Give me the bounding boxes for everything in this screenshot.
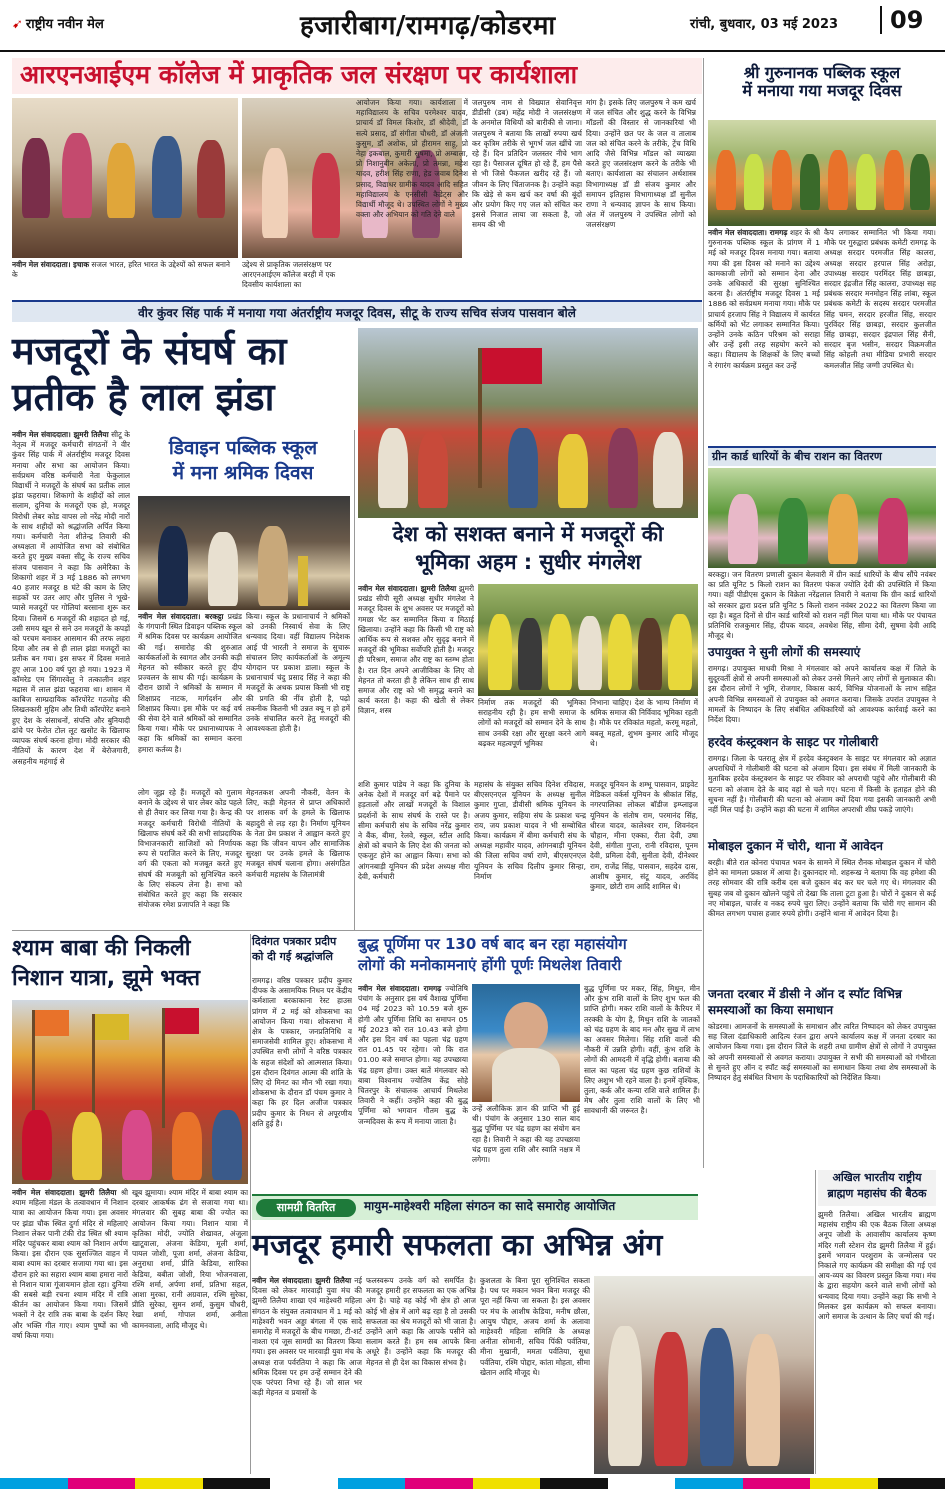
story5-photo — [478, 584, 698, 696]
story14-column-1 — [358, 984, 468, 1188]
story14-headline-line1: बुद्ध पूर्णिमा पर 130 वर्ष बाद बन रहा महासंयोग — [358, 935, 627, 953]
story3-continued-1: लोग जूझ रहे हैं। मजदूरों को गुलाम बनाने के उद्देश्य से चार लेबर कोड पहले से ही तैयार कर लिया गया है। केन्द्र की मजदूर कर्मचारी विरोधी नीतियों के खिलाफ संघर्ष करें की सभी सांप्रदायिक विभाजनकारी साजिशों को निर्णायक रूप से पराजित करने के लिए, मजदूर वर्ग की एकता को मजबूत करते हुए संघर्ष की मजबूती को सुनिश्चित करने के लिए संकल्प लेना है। सभा को संबोधित करते हुए कहा कि सरकार संयोजक रमेश प्रजापति ने कहा कि — [138, 788, 242, 910]
story4-column-1 — [138, 612, 242, 784]
story3-dateline: नवीन मेल संवाददाता। झुमरी तिलैया — [12, 430, 109, 439]
page-edition-title: हजारीबाग/रामगढ़/कोडरमा — [300, 11, 556, 41]
story4-text-1: प्रखंड के गंगपानी स्थित डिवाइन पब्लिक स्कूल में श्रमिक दिवस पर कार्यक्रम आयोजित की गई। समारोह की शुरुआत कार्यकर्ताओं के स्वागत और उनकी कड़ी मेहनत को स्वीकार करते हुए दीप प्रज्वलन के साथ की गई। कार्यक्रम के दौरान छात्रों ने श्रमिकों के सम्मान में शिक्षाप्रद नाटक, मार्गदर्शन और शिक्षाप्रद किया। इस मौके पर कई वर्ष की सेवा देने वाले श्रमिकों को सम्मानित किया गया। मौके पर प्रधानाध्यापक ने कहा कि श्रमिकों का सम्मान करना हमारा कर्तव्य है। — [138, 612, 242, 754]
story3-continued-4: महासंघ के संयुक्त सचिव दिनेश रविदास, बीएसएनएल यूनियन के अध्यक्ष सुनील कुमार गुप्ता, डीवीसी श्रमिक यूनियन के अजय कुमार, सहिया संघ के प्रकाश चन्द्र राय, जय प्रकाश यादव ने भी सम्बोधित किया। कार्यक्रम में बीमा कर्मचारी संघ के अध्यक्ष महावीर यादव, आंगनबाड़ी यूनियन की जिला सचिव वर्षा राणे, बीएसएनएल यूनियन के सचिव दिलीप कुमार सिन्हा, निर्माण — [474, 780, 586, 881]
story12-headline-line1: श्याम बाबा की निकली — [12, 936, 191, 961]
story7-text: बरकट्ठा। जन वितरण प्रणाली दुकान बेलवारी में ग्रीन कार्ड धारियों के बीच सौंपे नवंबर का प्रति यूनिट 5 किलो राशन का वितरण पंकज ज्योति देवी की उपस्थिति में किया गया। वहीं पीडीएस दुकान के विक्रेता नरेंद्रलाल तिवारी ने बताया कि ग्रीन कार्ड धारियों को सरकार द्वारा प्रदत्त प्रति यूनिट 5 किलो राशन नवंबर 2022 का वितरण किया जा रहा है। बहुत दिनों से ग्रीन कार्ड धारियों को राशन नहीं मिल पाया था। मौके पर पंचायत प्रतिनिधि राजकुमार सिंह, दीपक यादव, अवधेश सिंह, सीमा देवी, सुषमा देवी आदि मौजूद थे। — [708, 570, 936, 641]
story3-text-1: सीटू के नेतृत्व में मजदूर कर्मचारी संगठनों ने वीर कुंवर सिंह पार्क में अंतर्राष्ट्रीय मजदूर दिवस मनाया और सभा का आयोजन किया। सर्वप्रथम वरिष्ठ कर्मचारी नेता फेकुलाल विद्यार्थी ने मजदूरों के संघर्ष का प्रतीक लाल झंडा फहराया। शिकागो के शहीदों को लाल सलाम, दुनिया के मजदूरों एक हो, मजदूर विरोधी लेबर कोड वापस लो नरेंद्र मोदी नारों के साथ शहीदों को श्रद्धांजलि अर्पित किया गया। कर्मचारी नेता शीतेन्द्र तिवारी की अध्यक्षता में आयोजित सभा को संबोधित करते हुए मुख्य वक्ता सीटू के राज्य सचिव संजय पासवान ने कहा कि अमेरिका के शिकागो शहर में 3 मई 1886 को लगभग 40 हजार मजदूर 8 घंटे की काम के लिए सड़कों पर उतर आए और पुलिस ने भूखे-प्यासे मजदूरों पर गोलियां बरसाना शुरू कर दिया। जिसमें 6 मजदूरों की शहादत हो गई, उसी समय खून से सने उन मजदूरों के कपड़ों को परचम बनाकर आसमान की तरफ लहरा दिया और तब से ही लाल झंडा मजदूरों का प्रतीक बन गया। इस सफर में दिवस मनाते हुए आज 100 वर्ष पूरा हो गया। 1923 में कॉमरेड एम सिंगारवेलु ने तत्कालीन शहर मद्रास में लाल झंडा फहराया था। शासन में काबिज साम्प्रदायिक कॉरपोरेट गठजोड़ की लिखतकारी मुहिम और तिथी कॉरपोरेट बनाने हुए देश के संसाधनों, संपत्ति और बुनियादी ढांचे पर फेरोत टोल लूट खसोट के खिलाफ व्यापक संघर्ष करना होगा। मोदी सरकार की नीतियों के कारण देश में बेरोजगारी, असहनीय महंगाई से — [12, 430, 130, 766]
story12-photo — [12, 1000, 248, 1184]
story12-headline-line2: निशान यात्रा, झूमे भक्त — [12, 966, 200, 991]
story2-headline — [708, 64, 936, 118]
story5-dateline: नवीन मेल संवाददाता। झुमरी तिलैया — [358, 584, 457, 593]
story1-column-2: जलपुरुष नाम से विख्यात सेवानिवृत्त डीडीसी (डब) महेंद्र मोदी ने जलसंरक्षण के अनमोल विधियों को बारीकी से जाना। जलपुरुष ने बताया कि लाखों रुपया खर्च कर कृत्रिम तरीके से भूगर्भ जल खींचे जा रहे हैं। दिन प्रतिदिन जलस्तर नीचे भाग रहा है। पैसाजल दूषित हो रहे हैं, हम पैसे से भी जिसे पैकजल खरीद रहे हैं। जो जीवन के लिए चिंताजनक है। उन्होंने कहा कि खेड़े से कम खर्च कर वर्षा की बूंदों और प्रयोग किए गए जल को संचित कर इससे निजात लाया जा सकता है, जो समय की भी — [472, 98, 582, 230]
story5-headline-line2: भूमिका अहम : सुधीर मंगलेश — [415, 550, 641, 574]
story1-dateline: नवीन मेल संवाददाता। इचाक — [12, 260, 89, 269]
page-number: 09 — [880, 6, 923, 34]
story4-photo — [138, 496, 350, 610]
story15-column-2: फलस्वरूप उनके वर्ग को समर्पित है। मजदूर हमारी हर सफलता का एक अभिन्न अंग है। चाहे वह कोई भी क्षेत्र हो आज कोई भी क्षेत्र में आगे बढ़ रहा है तो उसकी सफलता का श्रेय मजदूरों को भी जाता है। उन्होंने आगे कहा कि आपके पसीने को सलाम करते हैं। हम सब आपके बिना अधूरे हैं। उन्होंने कहा कि मजदूर की मेहनत से ही देश का विकास संभव है। — [366, 1276, 476, 1367]
story9-headline: हरदेव कंस्ट्रक्शन के साइट पर गोलीबारी — [708, 735, 879, 749]
story5-column-1 — [358, 584, 474, 772]
story12-text-1: श्री श्याम महिला मंडल के तत्वावधान में निशान यात्रा का आयोजन किया गया। इस अवसर पर झंडा चौक स्थित दुर्गा मंदिर से महिलाएं निशान लेकर पानी टंकी रोड स्थित श्री श्याम मंदिर पहुंचकर बाबा श्याम को निशान अर्पण किया। इस दौरान एक सुसज्जित वाहन में बाबा श्याम का दरबार सजाया गया था। इस दौरान हारे का सहारा श्याम बाबा हमारा नारों से निशान यात्रा गूंजायमान होता रहा। दुनिया की सबसे बड़ी रचना श्याम मंदिर में रात्रि कीर्तन का आयोजन किया गया। जिसमें भक्तों ने देर रात्रि तक बाबा के दर्शन किए और भक्ति गीत गाए। श्याम पुष्पों का भी वर्षा किया गया। — [12, 1188, 128, 1340]
story13-headline — [252, 934, 352, 974]
story3-headline-line1: मजदूरों के संघर्ष का — [12, 329, 287, 373]
story1-column-3: मांग है। इसके लिए जलपुरुष ने कम खर्च में जल संचित और शुद्ध करने के विभिन्न मॉडलों की विस्तार से जानकारियां भी दिया। उन्होंने छत पर के जल व तालाब जल को संचित करने के तरीके, ट्रेंच विधि आदि जैसे विभिन्न मॉडल को व्याख्या करते हुए जलसंरक्षण करने के तरीके भी बताए। कार्यशाला का संचालन अर्थशास्त्र विभागाध्यक्ष डॉ डी संजय कुमार और समापन इतिहास विभागाध्यक्ष डॉ सुनील राणा ने धन्यवाद ज्ञापन के साथ किया। अंत में जलपुरुष ने उपस्थित लोगों को जलसंरक्षण — [586, 98, 696, 230]
story11-headline — [708, 986, 936, 1020]
story14-portrait-photo — [472, 984, 580, 1102]
story15-strapline — [252, 1194, 698, 1220]
column-rule — [354, 430, 355, 930]
story4-headline-line1: डिवाइन पब्लिक स्कूल — [168, 437, 318, 459]
story14-headline — [358, 934, 698, 980]
story5-headline — [358, 520, 698, 580]
story2-column-1 — [708, 228, 820, 440]
story2-dateline: नवीन मेल संवाददाता। रामगढ़ — [708, 228, 788, 237]
story3-headline-line2: प्रतीक है लाल झंडा — [12, 375, 275, 419]
story4-column-2: किया। स्कूल के प्रधानाचार्य ने श्रमिकों को उनकी निस्वार्थ सेवा के लिए धन्यवाद दिया। वहीं विद्यालय निदेशक आई पी भारती ने समाज के सुचारू संचालन लिए कार्यकर्ताओं के अमूल्य योगदान पर प्रकाश डाला। स्कूल के प्रधानाचार्य चंदु प्रसाद सिंह ने कहा की मजदूरों के अथक प्रयास किसी भी राष्ट्र की प्रगति की नींव होती है, पढ़ो तकनीक कितनी भी उन्नत क्यू न हो हमें उनके संचालित करने हेतु मजदूरों की आवश्यकता होती है। — [246, 612, 350, 734]
story16-text: झुमरी तिलैया। अखिल भारतीय ब्राह्मण महासंघ राष्ट्रीय की एक बैठक जिला अध्यक्ष अनूप जोशी के आवासीय कार्यालय कृष्ण मंदिर गली स्टेशन रोड झुमरी तिलैया में हुई। इसमें भगवान परशुराम के जन्मोत्सव पर निकाले गए कार्यक्रम की समीक्षा की गई एवं आय-व्यय का विवरण प्रस्तुत किया गया। मंच के द्वारा सहयोग करने वाले सभी लोगों को धन्यवाद दिया गया। उन्होंने कहा कि सभी ने मिलकर इस कार्यक्रम को सफल बनाया। आगे समाज के उत्थान के लिए चर्चा की गई। — [818, 1210, 936, 1322]
column-rule — [250, 934, 251, 1474]
story3-headline — [12, 328, 348, 426]
story7-photo — [708, 468, 936, 568]
story15-column-3: कुशलता के बिना पूरा सुनिश्चित सकता है। पथ पर मकान भवन बिना मजदूर की पूरा नहीं किया जा सकता है। इस अवसर पर मंच के आशीष केडिया, मनीष छौला, आयुष पौद्दार, अजय शर्मा के अलावा माहेश्वरी महिला समिति के अध्यक्ष अनीता सोमानी, सचिव पिंकी पर्वतिया, मीना मुखानी, ममता पर्वतिया, सुधा पर्वतिया, रश्मि पोद्दार, कांता मोहता, सीमा खेतान आदि मौजूद थे। — [480, 1276, 590, 1377]
story15-column-1 — [252, 1276, 362, 1474]
story12-column-1 — [12, 1188, 128, 1474]
story8-headline: उपायुक्त ने सुनी लोगों की समस्याएं — [708, 645, 861, 659]
story15-subtitle: मायुम-माहेश्वरी महिला संगठन का सादे समारोह आयोजित — [364, 1199, 616, 1213]
story1-caption-2: उद्देश्य से प्राकृतिक जलसंरक्षण पर आरएनआईएम कॉलेज बरही में एक दिवसीय कार्यशाला का — [242, 260, 336, 289]
color-registration-bar — [0, 1478, 945, 1489]
section-rule — [12, 930, 702, 931]
story12-dateline: नवीन मेल संवाददाता। झुमरी तिलैया — [12, 1188, 117, 1197]
story15-headline: मजदूर हमारी सफलता का अभिन्न अंग — [252, 1228, 663, 1263]
story15-photo — [594, 1276, 814, 1474]
brand-text: राष्ट्रीय नवीन मेल — [25, 17, 104, 32]
story4-dateline: नवीन मेल संवाददाता। बरकट्ठा — [138, 612, 224, 621]
story16-headline-line1: अखिल भारतीय राष्ट्रीय — [832, 1171, 922, 1184]
story1-caption-text: सजल भारत, हरित भारत के उद्देश्यों को सफल बनाने के — [12, 260, 231, 279]
story11-text: कोडरमा। आमजनों के समस्याओं के समाधान और त्वरित निष्पादन को लेकर उपायुक्त सह जिला दंडाधिकारी आदित्य रंजन द्वारा अपने कार्यालय कक्ष में जनता दरबार का आयोजन किया गया। इस दौरान जिले के शहरी तथा ग्रामीण क्षेत्रों से लोगों ने उपायुक्त को अपनी समस्याओं से अवगत कराया। उपायुक्त ने सभी की समस्याओं को गंभीरता से सुनते हुए ऑन द स्पॉट कई समस्याओं का समाधान किया तथा शेष समस्याओं के निष्पादन हेतु संबंधित विभाग के पदाधिकारियों को निर्देशित किया। — [708, 1022, 936, 1083]
issue-date: रांची, बुधवार, 03 मई 2023 — [690, 17, 839, 32]
story13-headline-line1: दिवंगत पत्रकार प्रदीप — [252, 935, 337, 948]
story4-headline — [138, 436, 348, 492]
newspaper-brand — [12, 14, 104, 32]
story12-column-2: खूब झूमाया। श्याम मंदिर में बाबा श्याम का दरबार आकर्षक ढंग से सजाया गया था। मंगलवार की सुबह बाबा की ज्योत का आयोजन किया गया। निशान यात्रा में कृतिका मोदी, ज्योति शेखावत, अंजुला खाटूवाला, अंजना केडिया, मूली शर्मा, पायल जोशी, पूजा शर्मा, अंजना केडिया, अनुराधा शर्मा, प्रीति केडिया, सारिका केडिया, बबीता जोशी, रिया भोजनवाला, रश्मि शर्मा, अर्पणा शर्मा, प्रतिभा सहल, आशा मुरका, रानी अग्रवाल, रश्मि सुरेका, प्रीति सुरेका, सुमन शर्मा, कुसुम चौधरी, रेखा शर्मा, गोपाल शर्मा, अनीता कामनवाला, आदि मौजूद थे। — [132, 1188, 248, 1330]
story3-strapline: वीर कुंवर सिंह पार्क में मनाया गया अंतर्राष्ट्रीय मजदूर दिवस, सीटू के राज्य सचिव संजय पासवान बोले — [12, 300, 702, 322]
story11-headline-line2: समस्याओं का किया समाधान — [708, 1003, 834, 1017]
story14-text-1: ज्योतिषि पंचांग के अनुसार इस वर्ष वैशाख पूर्णिमा 04 मई 2023 को 10.59 बजे शुरू होगी और पूर्णिमा तिथि का समापन 05 मई 2023 को रात 10.43 बजे होगा और इस दिन वर्ष का पहला चंद्र ग्रहण रात 01.45 पर रहेगा। जो कि रात 01.00 बजे समाप्त होगा। यह उपच्छाया चंद्र ग्रहण होगा। उक्त बातें मंगलवार को बाबा विश्वनाथ ज्योतिष केंद्र सोहे चितरपुर के संचालक आचार्य मिथलेश तिवारी ने कहीं। उन्होंने कहा की बुद्ध पूर्णिमा को भगवान गौतम बुद्ध के जन्मदिवस के रूप में मनाया जाता है। — [358, 984, 468, 1126]
story3-column-1 — [12, 430, 130, 928]
story2-photo — [708, 120, 936, 226]
story15-tag: सामग्री वितरित — [256, 1199, 356, 1217]
story3-continued-2: मेहनतकश अपनी नौकरी, वेतन के लिए, कड़ी मेहनत से प्राप्त अधिकारों पर शासक वर्ग के हमले के खिलाफ बहादुरी से लड़ रहा है। निर्माण यूनियन के नेता प्रेम प्रकाश ने आह्वान करते हुए कहा कि जीवन यापन और सामाजिक सुरक्षा पर उनके हमले के खिलाफ मजबूत संघर्ष चलाना होगा। असंगठित कर्मचारी महासंघ के जिलामंत्री — [246, 788, 350, 879]
story13-headline-line2: को दी गई श्रद्धांजलि — [252, 950, 333, 963]
story2-headline-line1: श्री गुरुनानक पब्लिक स्कूल — [743, 63, 901, 82]
story15-dateline: नवीन मेल संवाददाता। झुमरी तिलैया — [252, 1276, 352, 1285]
story1-headline: आरएनआईएम कॉलेज में प्राकृतिक जल संरक्षण पर कार्यशाला — [12, 58, 702, 94]
story8-text: रामगढ़। उपायुक्त माधवी मिश्रा ने मंगलवार को अपने कार्यालय कक्ष में जिले के सुदूरवर्ती क्षेत्रों से अपनी समस्याओं को लेकर उनसे मिलने आए लोगों से मुलाकात की। इस दौरान लोगों ने भूमि, रोजगार, विकास कार्य, विभिन्न योजनाओं के लाभ सहित अपनी विभिन्न समस्याओं से उपायुक्त को अवगत कराया। जिसके उपरांत उपायुक्त ने मामलों के निष्पादन के लिए संबंधित अधिकारियों को आवश्यक कार्रवाई करने का निर्देश दिया। — [708, 664, 936, 725]
story9-text: रामगढ़। जिला के पतरातू क्षेत्र में हरदेव कंस्ट्रक्शन के साइट पर मंगलवार को अज्ञात अपराधियों ने गोलीबारी की घटना को अंजाम दिया। इस संबंध में मिली जानकारी के मुताबिक हरदेव कंस्ट्रक्शन के साइट पर रविवार को अपराधी पहुंचे और गोलीबारी की घटना को अंजाम देते के बाद वहां से चले गए। घटना में किसी के हताहत होने की सूचना नहीं है। गोलीबारी की घटना को अंजाम क्यों दिया गया इसकी जानकारी अभी नहीं मिल पाई है। उन्होंने कहा की घटना में शामिल अपराधी शीघ्र पकड़े जाएंगे। — [708, 754, 936, 815]
story14-headline-line2: लोगों की मनोकामनाएं होंगी पूर्णः मिथलेश तिवारी — [358, 956, 622, 974]
story10-text: बरही। बीते रात कोनरा पंचायत भवन के सामने में स्थित रौनक मोबाइल दुकान में चोरी होने का मामला प्रकाश में आया है। दुकानदार मो. शहरूख ने बताया कि वह हमेशा की तरह सोमवार की रात्रि करीब दस बजे दुकान बंद कर घर चले गए थे। मंगलवार की सुबह जब वो दुकान खोलने पहुंचे तो देखा कि ताला टूटा हुआ है। चोरों ने दुकान से कई नए मोबाइल, चार्जर व नकद रुपये चुरा लिए। उन्होंने बताया कि चोरी गए सामान की कीमत लगभग पचास हजार रुपये होगी। उन्होंने थाना में आवेदन दिया है। — [708, 858, 936, 919]
story2-text-1: शहर के श्री गुरुनानक पब्लिक स्कूल के प्रांगण में 1 मई को मजदूर दिवस मनाया गया। बताया गया की इस दिवस को मनाने का उद्देश्य कामकाजी लोगों को सम्मान देना और उनके अधिकारों की सुरक्षा सुनिश्चित करना है। अंतर्राष्ट्रीय मजदूर दिवस 1 मई 1886 को सर्वप्रथम मनाया गया। मौके पर प्राचार्य हरजाप सिंह ने विद्यालय में कार्यरत कर्मियों को भेंट लगाकर सम्मानित किया। उन्होंने उनके कठिन परिश्रम को सराहा और उन्हें इसी तरह सहयोग करने को कहा। विद्यालय के शिक्षकों के लिए बच्चों ने रंगारंग कार्यक्रम प्रस्तुत कर उन्हें — [708, 228, 820, 370]
story14-column-2: उन्हें अलौकिक ज्ञान की प्राप्ति भी हुई थी। पंचांग के अनुसार 130 साल बाद बुद्ध पूर्णिमा पर चंद्र ग्रहण का संयोग बन रहा है। तिवारी ने कहा की यह उपच्छाया चंद्र ग्रहण तुला राशि और स्वाति नक्षत्र में लगेगा। — [472, 1104, 580, 1165]
story14-column-3: बुद्ध पूर्णिमा पर मकर, सिंह, मिथुन, मीन और कुंभ राशि वालों के लिए शुभ फल की प्राप्ति होगी। मकर राशि वालों के कैरियर में तरक्की के योग है, मिथुन राशि के जातकों को चंद्र ग्रहण के बाद मन और सुख में लाभ का अवसर मिलेगा। सिंह राशि वालों की नौकरी में उन्नति होगी। वहीं, कुंभ राशि के लोगों की आमदनी में वृद्धि होगी। बताया की साल का पहला चंद्र ग्रहण कुछ राशियों के लिए अशुभ भी रहने वाला है। इनमें वृश्चिक, तुला, कर्क और कन्या राशि वाले शामिल हैं। मेष और तुला राशि वालों के लिए भी सावधानी की जरूरत है। — [584, 984, 700, 1116]
masthead — [0, 0, 945, 52]
story4-headline-line2: में मना श्रमिक दिवस — [172, 462, 314, 484]
story2-column-2: कैप लगाकर सम्मानित भी किया गया। मौके पर गुरुद्वारा प्रबंधक कमेटी रामगढ़ के अध्यक्ष सरदार परमजीत सिंह कालरा, अध्यक्ष सरदार हरपाल सिंह अरोड़ा, उपाध्यक्ष सरदार परमिंदर सिंह छाबड़ा, सरदार इंद्रजीत सिंह कालरा, उपाध्यक्ष सह प्रबंधक सरदार मनमोहन सिंह लांबा, स्कूल प्रबंधक कमेटी के सदस्य सरदार परमजीत सिंह चमन, सरदार हरजीत सिंह, सरदार पुरविंदर सिंह छाबड़ा, सरदार कुलजीत सिंह छाबड़ा, सरदार इंद्रपाल सिंह सैनी, सरदार बृज भसीन, सरदार विक्रमजीत सिंह कोहली तथा मीडिया प्रभारी सरदार कमलजीत सिंह जग्गी उपस्थित थे। — [824, 228, 936, 370]
story1-caption — [12, 260, 238, 294]
story5-column-2: निर्माण तक मजदूरों की भूमिका सराहनीय रही है। हम सभी समाज के लोगों को मजदूरों को सम्मान देने के साथ साथ उनकी रक्षा और सुरक्षा करने आगे बढ़कर महत्वपूर्ण भूमिका — [478, 698, 586, 748]
story1-photo — [12, 98, 238, 258]
story3-continued-3: शशि कुमार पांडेय ने कहा कि दुनिया के अनेक देशों में मजदूर वर्ग बढ़े पैमाने पर हड़तालों और लाखों मजदूरों के विशाल प्रदर्शनों के साथ संघर्ष के रास्ते पर है। सीमा कर्मचारी संघ के सचिव नरेंद्र कुमार ने बैंक, बीमा, रेलवे, स्कूल, स्टील आदि क्षेत्रों को बचाने के लिए देश की जनता को एकजुट होने का आह्वान किया। सभा को आंगनबाड़ी यूनियन की प्रदेश अध्यक्ष मीरा देवी, कर्मचारी — [358, 780, 470, 881]
story15-text-1: नई दिवस को लेकर मारवाड़ी युवा मंच की झुमरी तिलैया शाखा एवं माहेश्वरी महिला संगठन के संयुक्त तत्वावधान में 1 मई को माहेश्वरी भवन अड्डा बंगला में एक सादे समारोह में मजदूरों के बीच गमछा, टी-शर्ट नाश्ता एवं जूस सामग्री का वितरण किया गया। इस अवसर पर मारवाड़ी युवा मंच के अध्यक्ष राज पर्वरतिया ने कहा कि आज श्रमिक दिवस पर हम उन्हें सम्मान देने की एक परंपरा निभा रहे हैं। जो साल भर कड़ी मेहनत व प्रयासों के — [252, 1276, 362, 1398]
bird-logo-icon: ➹ — [12, 17, 23, 32]
story5-headline-line1: देश को सशक्त बनाने में मजदूरों की — [392, 522, 664, 546]
story16-headline — [818, 1170, 936, 1206]
column-rule — [815, 1170, 816, 1474]
story11-headline-line1: जनता दरबार में डीसी ने ऑन द स्पॉट विभिन्न — [708, 987, 902, 1001]
story3-continued-5: मजदूर यूनियन के शम्भू पासवान, प्राइवेट मेडिकल वर्कर्स यूनियन के श्रीकांत सिंह, नगरपालिका लोकल बॉडीज इम्प्लाइज यूनियन के संतोष राम, परमानंद सिंह, धीरज यादव, कालेश्वर राम, शिवनंदन चौहान, मीना एक्का, रीता देवी, उषा देवी, संगीता गुप्ता, रानी रविदास, पूनम देवी, प्रमिला देवी, सुनीता देवी, दीनेश्वर राम, राजेंद्र सिंह, पासवान, सहदेव दास, आशीष कुमार, संटू यादव, अरविंद कुमार, छोटी राम आदि शामिल थे। — [590, 780, 698, 892]
story5-column-3: निभाना चाहिए। देश के भाग्य निर्माण में श्रमिक समाज की निर्विवाद भूमिका रहती है। मौके पर रविकांत महतो, करमू महतो, बबलू महतो, शुभम कुमार आदि मौजूद थे। — [590, 698, 698, 748]
story5-text-1: झुमरी प्रखंड सीपी सूरी अध्यक्ष सुधीर मंगलेश ने मजदूर दिवस के शुभ अवसर पर मजदूरों को गमछा भेंट कर सम्मानित किया व मिठाई खिलाया। उन्होंने कहा कि किसी भी राष्ट्र को आर्थिक रूप से सशक्त और सुदृढ़ बनाने में मजदूरों की भूमिका सर्वोपरि होती है। मजदूर ही परिश्रम, समाज और राष्ट्र का स्तम्भ होता है। रात दिन अपने आजीविका के लिए वो मेहनत तो करता ही है लेकिन साथ ही साथ समाज और राष्ट्र को भी समृद्ध बनाने का कार्य करता है। कहा की खेती से लेकर विज्ञान, शस्त्र — [358, 584, 474, 716]
story7-headline: ग्रीन कार्ड धारियों के बीच राशन का वितरण — [708, 446, 936, 466]
story1-column-1: आयोजन किया गया। कार्यशाला में महाविद्यालय के सचिव परमेश्वर यादव, प्राचार्य डॉ विमल किशोर, डॉ श्रीदेवी, डॉ सत्ये प्रसाद, डॉ संगीता चौधरी, डॉ अंजली कुसुम, डॉ अशोक, प्रो हीरामन साहू, प्रो नेहा इकबाल, कुमारी सुषमा, प्रो अम्बाला, प्रो निशानुबीन अकेला, प्रो तमन्ना, महेश यादव, हरीश सिंह राणा, हेड जवाब दिनेश प्रसाद, विद्याधर ग्रामीक यादव आदि सहित महाविद्यालय के एनसीसी कैडेट्स और विद्यार्थी मौजूद थे। उपस्थित लोगों ने मुख्य वक्ता और अभियान को गति देने वाले — [356, 98, 468, 220]
story16-headline-line2: ब्राह्मण महासंघ की बैठक — [827, 1187, 927, 1200]
column-rule — [703, 58, 704, 1168]
story12-headline — [12, 934, 248, 998]
story10-headline: मोबाइल दुकान में चोरी, थाना में आवेदन — [708, 839, 883, 853]
story3-photo — [358, 328, 698, 518]
story2-headline-line2: में मनाया गया मजदूर दिवस — [742, 81, 902, 101]
story13-text: रामगढ़। वरिष्ठ पत्रकार प्रदीप कुमार दीपक के असामयिक निधन पर केंद्रीय कर्मशाला बरकाकाना रेस्ट हाउस प्रांगण में 2 मई को शोकसभा का आयोजन किया गया। शोकसभा में क्षेत्र के पत्रकार, जनप्रतिनिधि व समाजसेवी शामिल हुए। शोकसभा में उपस्थित सभी लोगों ने वरिष्ठ पत्रकार के सहज संदेशों को आत्मसात किया। इस दौरान दिवंगत आत्मा की शांति के लिए दो मिनट का मौन भी रखा गया। शोकसभा के दौरान डॉ पंचम कुमार ने कहा कि हर दिल अजीज पत्रकार प्रदीप कुमार के निधन से अपूरणीय क्षति हुई है। — [252, 976, 352, 1128]
story14-dateline: नवीन मेल संवाददाता। रामगढ़ — [358, 984, 442, 993]
